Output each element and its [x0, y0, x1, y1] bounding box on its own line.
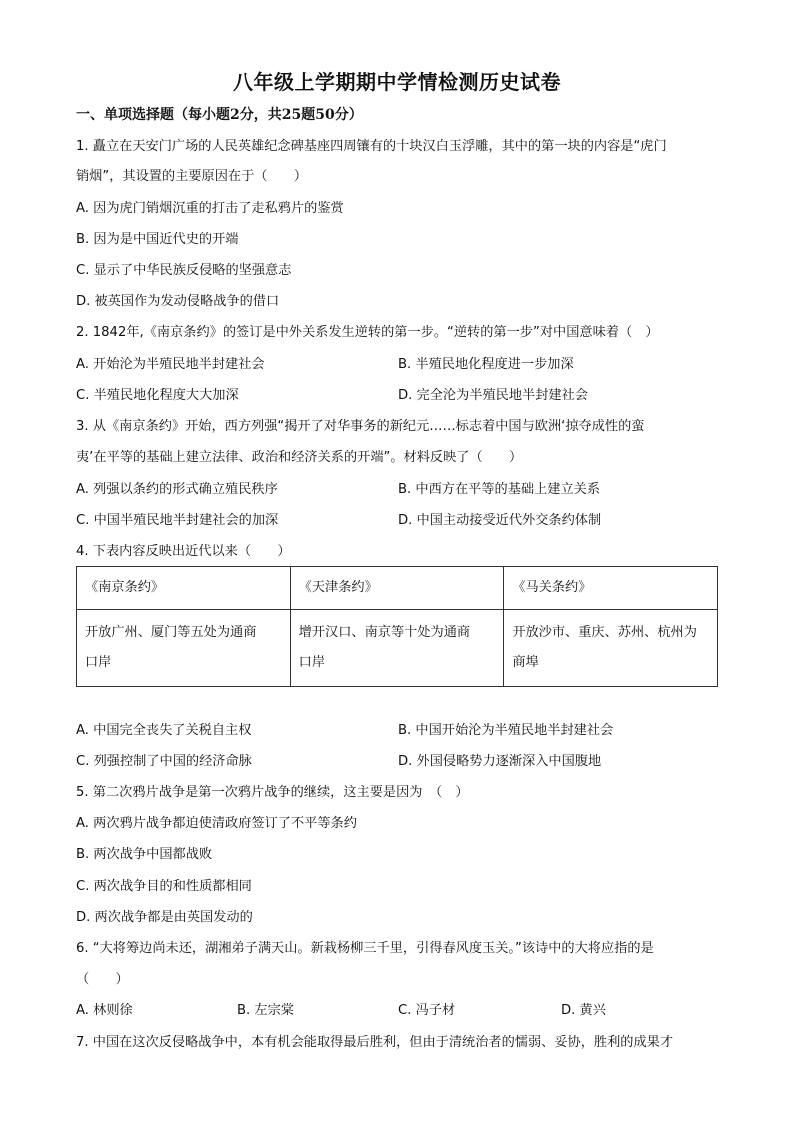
table-cell-nanjing-line2: 口岸 [85, 655, 112, 670]
q1-stem-line2: 销烟”，其设置的主要原因在于（ ） [76, 169, 308, 184]
q2-stem: 2. 1842年,《南京条约》的签订是中外关系发生逆转的第一步。“逆转的第一步”对中国意味着（ ） [76, 325, 659, 340]
exam-title: 八年级上学期期中学情检测历史试卷 [233, 70, 561, 94]
table-header-tianjin: 《天津条约》 [290, 567, 504, 610]
table-header-maguan: 《马关条约》 [504, 567, 718, 610]
table-cell-tianjin [290, 610, 504, 687]
section-heading-single-choice: 一、单项选择题（每小题2分，共25题50分） [76, 107, 363, 123]
q1-option-d: D. 被英国作为发动侵略战争的借口 [76, 294, 280, 309]
q3-option-a: A. 列强以条约的形式确立殖民秩序 [76, 482, 278, 497]
q6-option-d: D. 黄兴 [561, 1003, 606, 1018]
q5-option-a: A. 两次鸦片战争都迫使清政府签订了不平等条约 [76, 816, 357, 831]
q2-option-a: A. 开始沦为半殖民地半封建社会 [76, 357, 265, 372]
q1-stem-line1: 1. 矗立在天安门广场的人民英雄纪念碑基座四周镶有的十块汉白玉浮雕，其中的第一块的内容是“虎门 [76, 139, 667, 154]
q2-option-c: C. 半殖民地化程度大大加深 [76, 388, 239, 403]
q6-option-c: C. 冯子材 [398, 1003, 456, 1018]
table-cell-maguan [504, 610, 718, 687]
treaty-table-header-row [77, 567, 718, 610]
q2-option-d: D. 完全沦为半殖民地半封建社会 [398, 388, 588, 403]
q5-stem: 5. 第二次鸦片战争是第一次鸦片战争的继续，这主要是因为 （ ） [76, 785, 469, 800]
q6-option-b: B. 左宗棠 [237, 1003, 294, 1018]
table-header-nanjing: 《南京条约》 [77, 567, 291, 610]
q2-option-b: B. 半殖民地化程度进一步加深 [398, 357, 574, 372]
q4-option-b: B. 中国开始沦为半殖民地半封建社会 [398, 723, 614, 738]
q6-option-a: A. 林则徐 [76, 1003, 133, 1018]
q6-stem-line1: 6. “大将筹边尚未还，湖湘弟子满天山。新栽杨柳三千里，引得春风度玉关。”该诗中的大将应指的是 [76, 941, 654, 956]
q3-option-b: B. 中西方在平等的基础上建立关系 [398, 482, 601, 497]
table-cell-tianjin-line1: 增开汉口、南京等十处为通商 [298, 625, 471, 640]
q4-option-a: A. 中国完全丧失了关税自主权 [76, 723, 252, 738]
table-cell-nanjing-line1: 开放广州、厦门等五处为通商 [85, 625, 257, 640]
q6-stem-line2: （ ） [76, 972, 129, 987]
q3-option-c: C. 中国半殖民地半封建社会的加深 [76, 513, 279, 528]
q5-option-d: D. 两次战争都是由英国发动的 [76, 910, 253, 925]
treaty-table [76, 566, 718, 687]
q4-option-c: C. 列强控制了中国的经济命脉 [76, 754, 252, 769]
q1-option-b: B. 因为是中国近代史的开端 [76, 232, 239, 247]
q3-option-d: D. 中国主动接受近代外交条约体制 [398, 513, 602, 528]
table-cell-nanjing [77, 610, 291, 687]
q1-option-c: C. 显示了中华民族反侵略的坚强意志 [76, 263, 292, 278]
q7-stem-line1: 7. 中国在这次反侵略战争中，本有机会能取得最后胜利，但由于清统治者的懦弱、妥协，胜利的成果才 [76, 1035, 674, 1050]
q4-option-d: D. 外国侵略势力逐渐深入中国腹地 [398, 754, 602, 769]
treaty-table-row [77, 610, 718, 687]
q3-stem-line1: 3. 从《南京条约》开始，西方列强“揭开了对华事务的新纪元……标志着中国与欧洲‘掠夺成性的蛮 [76, 419, 645, 434]
q4-stem: 4. 下表内容反映出近代以来（ ） [76, 544, 291, 559]
table-cell-maguan-line2: 商埠 [512, 655, 539, 670]
table-cell-maguan-line1: 开放沙市、重庆、苏州、杭州为 [512, 625, 697, 640]
q5-option-c: C. 两次战争目的和性质都相同 [76, 879, 252, 894]
q5-option-b: B. 两次战争中国都战败 [76, 847, 213, 862]
table-cell-tianjin-line2: 口岸 [298, 655, 326, 670]
q3-stem-line2: 夷’在平等的基础上建立法律、政治和经济关系的开端”。材料反映了（ ） [76, 450, 523, 465]
q1-option-a: A. 因为虎门销烟沉重的打击了走私鸦片的鉴赏 [76, 201, 344, 216]
